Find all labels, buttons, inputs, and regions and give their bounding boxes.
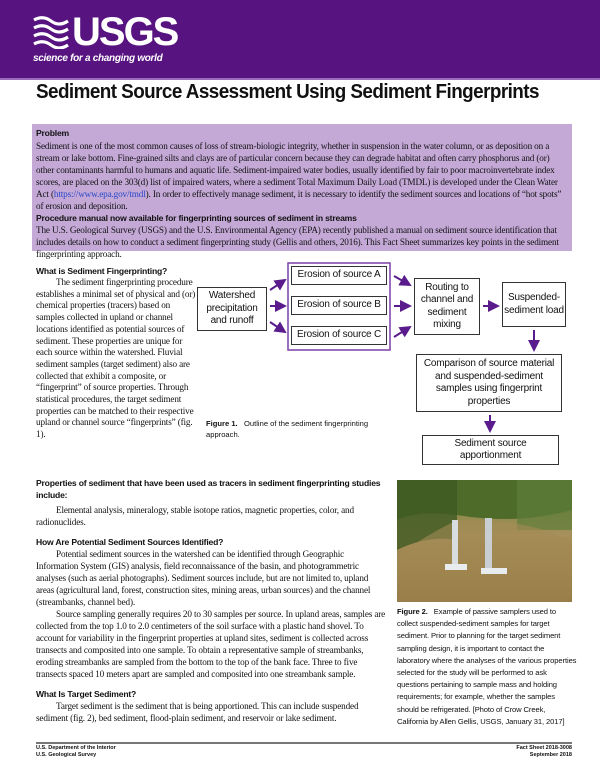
box-source-a: Erosion of source A [291, 266, 387, 285]
arrow [270, 280, 285, 290]
target-text: Target sediment is the sediment that is being apportioned. This can include suspended sediment (fig. 2), bed sediment, flood-plain sediment, and reservoir or lake sediment. [36, 701, 359, 723]
problem-text-part: Sediment is one of the most common causes of loss of stream-biologic integrity, whether in suspension in the water column, or as deposition on a stream or lake bottom. Fine-grained silts and clays are of particular concern because they can degrade habitat and often carry phosphorus and (or) other contaminants harmful to humans and aquatic life. Sediment-impaired water bodies, usually identified by fair to poor macroinvertebrate index scores, are placed on the 303(d) list of impaired waters, where a sediment Total Maximum Daily Load (TMDL) is developed under the Clean Water Act ( [36, 141, 558, 199]
logo-text: USGS [72, 10, 178, 54]
box-watershed: Watershed precipitation and runoff [197, 287, 267, 331]
what-is-heading: What is Sediment Fingerprinting? [36, 266, 168, 276]
footer-dept: U.S. Department of the Interior [36, 745, 116, 751]
what-is-text: The sediment fingerprinting procedure establishes a minimal set of physical and (or) chemical properties (tracers) based on samples collected in upland or channel locations identified as potential sources of sediment. These properties are unique for each source within the watershed. Fluvial sediment samples (target sediment) also are collected that exhibit a composite, or “fingerprint” of source properties. Through statistical procedures, the target sediment properties can be matched to their respective upland or channel source “fingerprints” (fig. 1). [36, 277, 196, 440]
page-title: Sediment Source Assessment Using Sediment Fingerprints [36, 80, 539, 103]
problem-box [32, 124, 572, 259]
target-heading: What Is Target Sediment? [36, 689, 137, 699]
box-routing: Routing to channel and sediment mixing [414, 278, 480, 335]
procedure-text: The U.S. Geological Survey (USGS) and the U.S. Environmental Agency (EPA) recently published a manual on sediment source identification that includes details on how to conduct a sediment fingerprinting study (Gellis and others, 2016). This Fact Sheet summarizes key points in the sediment fingerprinting approach. [36, 225, 559, 259]
footer-left [36, 745, 116, 759]
footer-rule [36, 742, 572, 744]
usgs-wave-icon [33, 15, 69, 49]
caption-label: Figure 1. [206, 419, 238, 428]
problem-heading: Problem [36, 128, 69, 138]
footer-right [516, 745, 572, 759]
identified-p2: Source sampling generally requires 20 to 30 samples per source. In upland areas, samples are collected from the top 1.0 to 2.0 centimeters of the soil surface with a plastic hand shovel. To account for variability in the fingerprint properties at upland sites, sediment is collected across transects and composited into one sample. To obtain a representative sample of streambanks, eroding streambanks are sampled from the bottom to the top of the bank face. Three to five transects spaced 10 meters apart are sampled and composited into one streambank sample. [36, 609, 386, 679]
arrow [394, 327, 410, 337]
box-source-b: Erosion of source B [291, 296, 387, 315]
logo-tagline: science for a changing world [33, 53, 163, 64]
box-apportionment: Sediment source apportionment [422, 435, 559, 465]
lower-column [36, 477, 386, 724]
stream-sampler-image [397, 480, 572, 602]
footer-date: September 2018 [529, 752, 572, 758]
properties-heading: Properties of sediment that have been used as tracers in sediment fingerprinting studies include: [36, 478, 381, 500]
arrow [394, 276, 410, 285]
caption-text: Example of passive samplers used to collect suspended-sediment samples for target sediment. Prior to planning for the target sediment sampling design, it is important to contact the laboratory where the analyses of the various properties selected for the study will be performed to ask questions pertaining to sample mass and holding requirements; for example, whether the samples should be refrigerated. [Photo of Crow Creek, California by Allen Gellis, USGS, January 31, 2017] [397, 607, 577, 726]
usgs-logo [33, 12, 177, 64]
box-source-c: Erosion of source C [291, 326, 387, 345]
box-comparison: Comparison of source material and suspended-sediment samples using fingerprint properties [416, 354, 562, 412]
procedure-heading: Procedure manual now available for fingerprinting sources of sediment in streams [36, 213, 357, 223]
figure1-caption [206, 418, 396, 440]
footer-fact-sheet: Fact Sheet 2018-3008 [516, 745, 572, 751]
problem-text-part: ). In order to effectively manage sediment, it is necessary to identify the sediment sources and locations of “hot spots” of erosion and deposition. [36, 189, 562, 211]
epa-tmdl-link[interactable]: https://www.epa.gov/tmdl [53, 189, 146, 199]
figure2-photo [397, 480, 572, 602]
caption-text: Outline of the sediment fingerprinting approach. [206, 419, 369, 439]
properties-text: Elemental analysis, mineralogy, stable isotope ratios, magnetic properties, color, and radionuclides. [36, 505, 354, 527]
what-is-section [36, 265, 196, 441]
footer-agency: U.S. Geological Survey [36, 752, 97, 758]
arrow [270, 322, 285, 332]
problem-text [36, 140, 568, 212]
header-banner [0, 0, 600, 80]
identified-p1: Potential sediment sources in the watershed can be identified through Geographic Information System (GIS) analysis, field reconnaissance of the basin, and photogrammetric analyses (such as aerial photographs). Sediment sources include, but are not limited to, upland areas (agricultural land, forest, construction sites, mining areas, urban sources) and the channel (streambanks, channel bed). [36, 549, 371, 607]
identified-heading: How Are Potential Sediment Sources Identified? [36, 537, 224, 547]
caption-label: Figure 2. [397, 607, 428, 616]
box-load: Suspended-sediment load [502, 282, 566, 327]
figure2-caption [397, 606, 577, 728]
